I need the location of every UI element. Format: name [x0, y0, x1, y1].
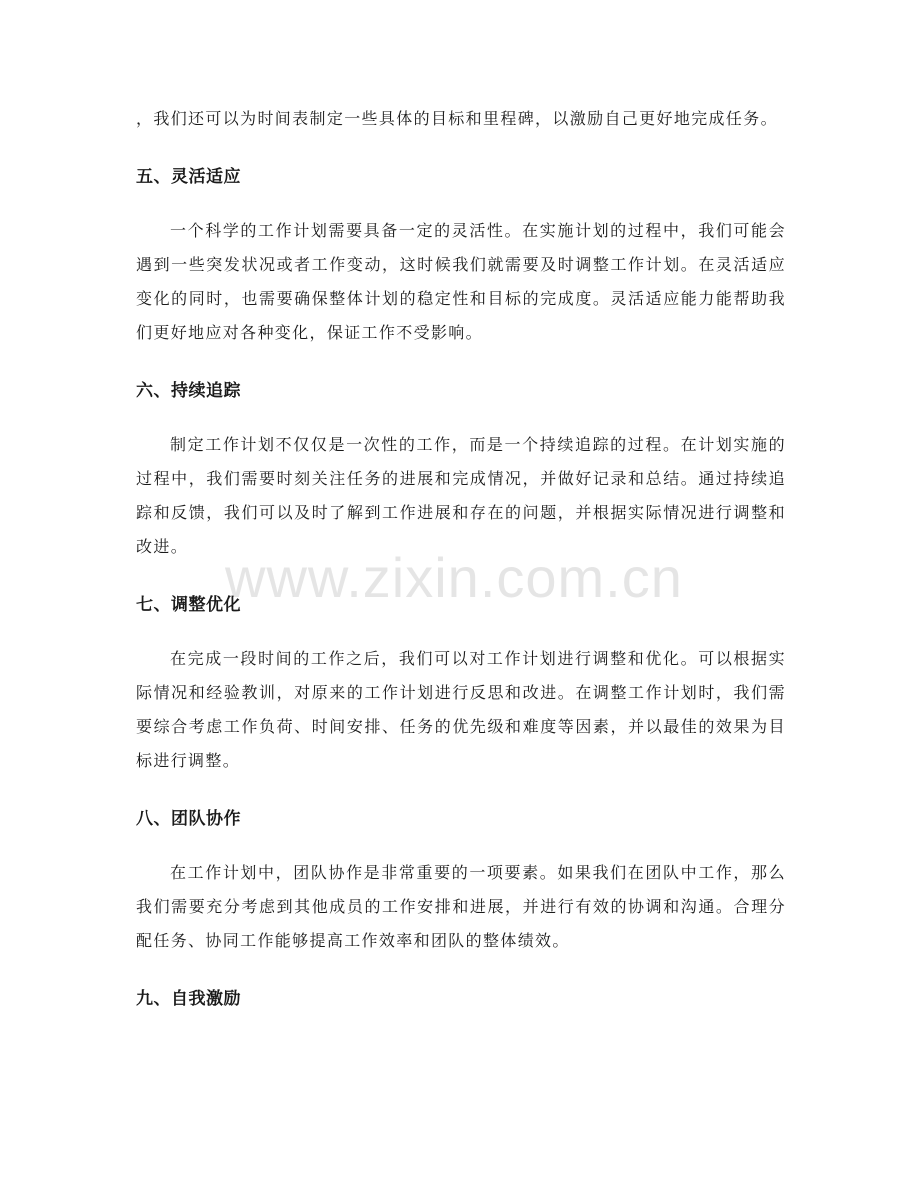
- section-heading-6: 六、持续追踪: [136, 381, 241, 401]
- section-heading-9: 九、自我激励: [136, 989, 241, 1009]
- document-content: [136, 102, 786, 1016]
- section-body-6: 制定工作计划不仅仅是一次性的工作，而是一个持续追踪的过程。在计划实施的过程中，我们需要时刻关注任务的进展和完成情况，并做好记录和总结。通过持续追踪和反馈，我们可以及时了解到工作进展和存在的问题，并根据实际情况进行调整和改进。: [136, 435, 786, 556]
- section-heading-8: 八、团队协作: [136, 809, 241, 829]
- section-heading-7: 七、调整优化: [136, 595, 241, 615]
- section-body-5: 一个科学的工作计划需要具备一定的灵活性。在实施计划的过程中，我们可能会遇到一些突发状况或者工作变动，这时候我们就需要及时调整工作计划。在灵活适应变化的同时，也需要确保整体计划的稳定性和目标的完成度。灵活适应能力能帮助我们更好地应对各种变化，保证工作不受影响。: [136, 221, 786, 342]
- section-body-8: 在工作计划中，团队协作是非常重要的一项要素。如果我们在团队中工作，那么我们需要充分考虑到其他成员的工作安排和进展，并进行有效的协调和沟通。合理分配任务、协同工作能够提高工作效率和团队的整体绩效。: [136, 863, 786, 950]
- intro-paragraph: ，我们还可以为时间表制定一些具体的目标和里程碑，以激励自己更好地完成任务。: [136, 109, 778, 128]
- section-heading-5: 五、灵活适应: [136, 167, 241, 187]
- section-body-7: 在完成一段时间的工作之后，我们可以对工作计划进行调整和优化。可以根据实际情况和经验教训，对原来的工作计划进行反思和改进。在调整工作计划时，我们需要综合考虑工作负荷、时间安排、任务的优先级和难度等因素，并以最佳的效果为目标进行调整。: [136, 649, 786, 770]
- watermark: www.zixin.com.cn: [225, 546, 683, 609]
